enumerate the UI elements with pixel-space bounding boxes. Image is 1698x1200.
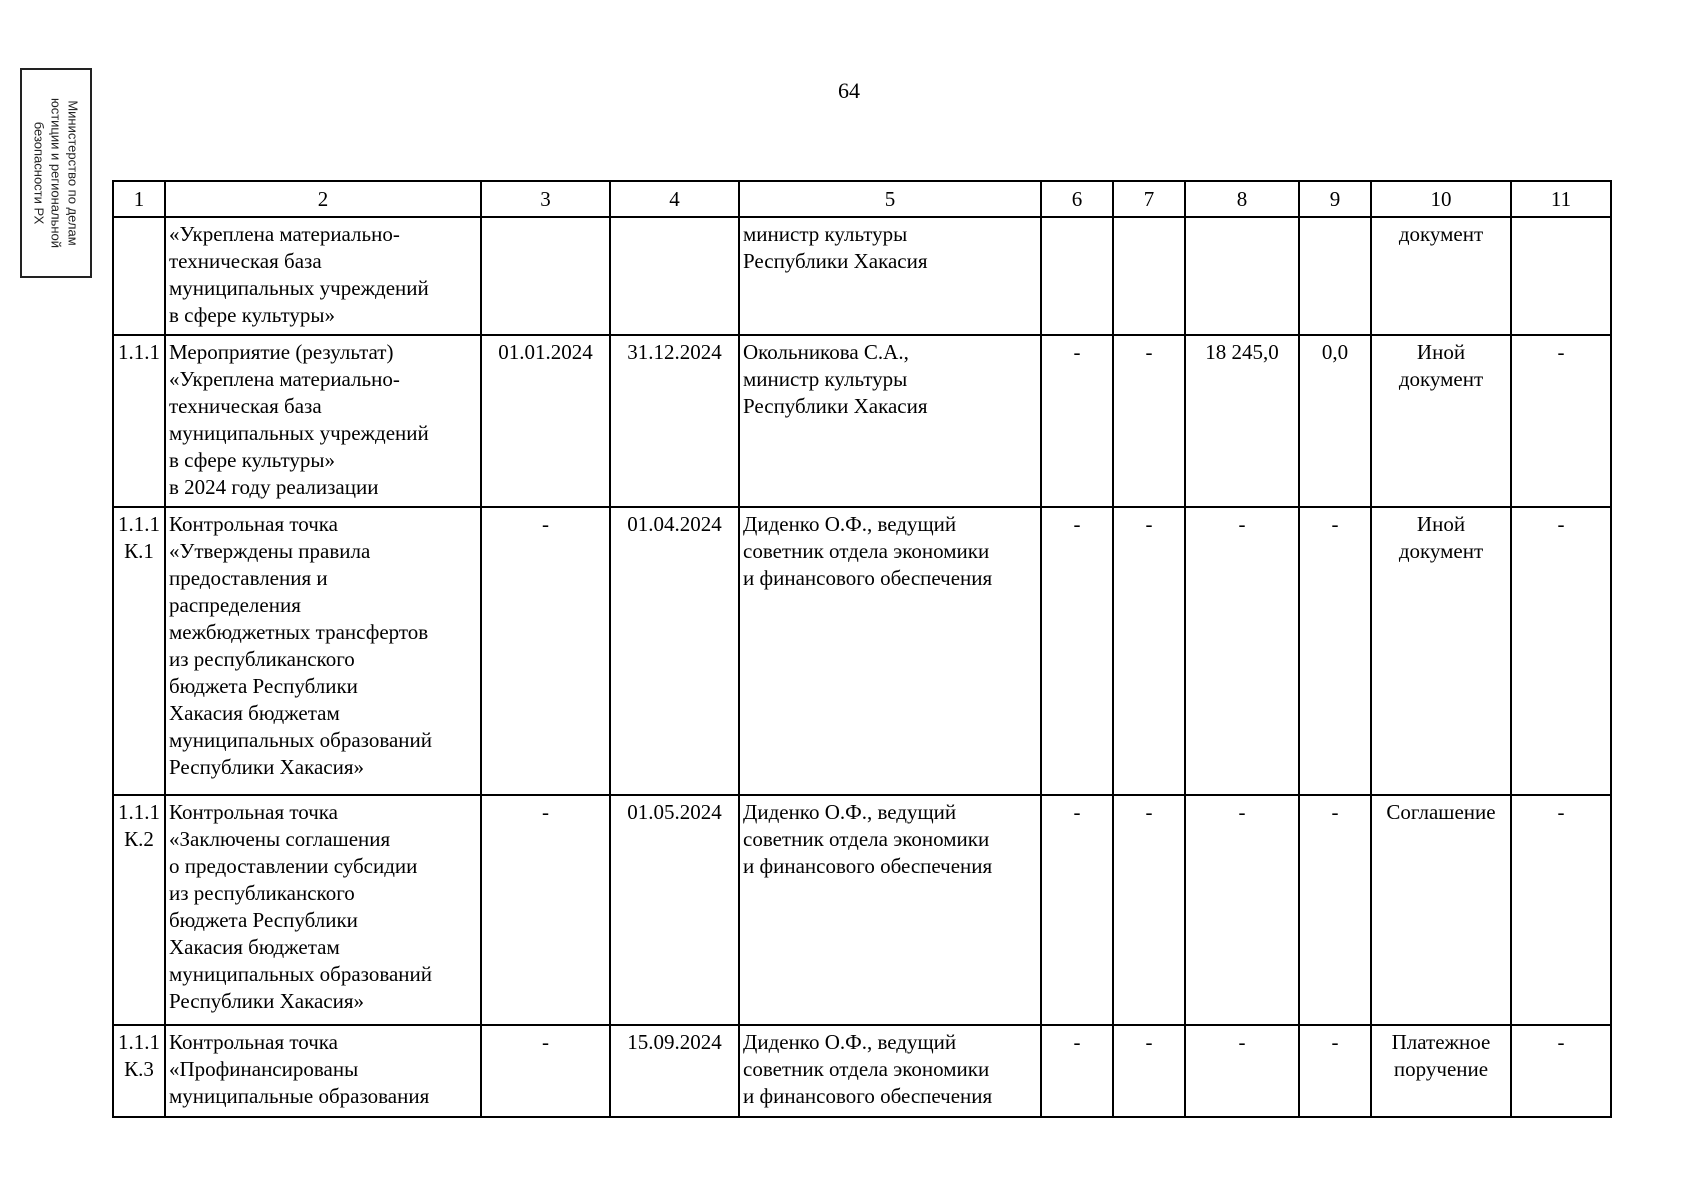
col9-cell — [1299, 217, 1371, 335]
header-cell: 8 — [1185, 181, 1299, 217]
table-row — [113, 335, 1611, 507]
table-row — [113, 1025, 1611, 1117]
end-date-cell: 01.05.2024 — [610, 795, 739, 1025]
col6-cell: - — [1041, 507, 1113, 795]
col9-cell: 0,0 — [1299, 335, 1371, 507]
document-type-cell: документ — [1371, 217, 1511, 335]
stamp-line: юстиции и региональной — [48, 97, 64, 249]
col11-cell: - — [1511, 1025, 1611, 1117]
header-cell: 10 — [1371, 181, 1511, 217]
stamp-line: Министерство по делам — [65, 100, 81, 246]
header-cell: 6 — [1041, 181, 1113, 217]
header-cell: 11 — [1511, 181, 1611, 217]
responsible-cell: Диденко О.Ф., ведущий советник отдела экономики и финансового обеспечения — [739, 1025, 1041, 1117]
responsible-cell: министр культуры Республики Хакасия — [739, 217, 1041, 335]
col11-cell: - — [1511, 335, 1611, 507]
col7-cell: - — [1113, 507, 1185, 795]
col6-cell: - — [1041, 795, 1113, 1025]
header-row — [113, 181, 1611, 217]
amount-cell — [1185, 217, 1299, 335]
col6-cell: - — [1041, 335, 1113, 507]
document-type-cell: Иной документ — [1371, 335, 1511, 507]
col9-cell: - — [1299, 1025, 1371, 1117]
row-number-cell — [113, 217, 165, 335]
table-row — [113, 507, 1611, 795]
row-number-cell: 1.1.1 К.3 — [113, 1025, 165, 1117]
page-number: 64 — [838, 78, 860, 103]
start-date-cell — [481, 217, 610, 335]
document-type-cell: Платежное поручение — [1371, 1025, 1511, 1117]
col11-cell: - — [1511, 795, 1611, 1025]
name-cell: Контрольная точка «Заключены соглашения о предоставлении субсидии из республиканского бюджета Республики Хакасия бюджетам муниципальных образований Республики Хакасия» — [165, 795, 481, 1025]
amount-cell: 18 245,0 — [1185, 335, 1299, 507]
table-row — [113, 217, 1611, 335]
col7-cell: - — [1113, 335, 1185, 507]
amount-cell: - — [1185, 1025, 1299, 1117]
header-cell: 3 — [481, 181, 610, 217]
col7-cell: - — [1113, 795, 1185, 1025]
row-number-cell: 1.1.1 — [113, 335, 165, 507]
col11-cell — [1511, 217, 1611, 335]
end-date-cell: 15.09.2024 — [610, 1025, 739, 1117]
col9-cell: - — [1299, 507, 1371, 795]
end-date-cell: 01.04.2024 — [610, 507, 739, 795]
amount-cell: - — [1185, 507, 1299, 795]
table-row — [113, 795, 1611, 1025]
start-date-cell: - — [481, 1025, 610, 1117]
header-cell: 2 — [165, 181, 481, 217]
start-date-cell: - — [481, 795, 610, 1025]
end-date-cell: 31.12.2024 — [610, 335, 739, 507]
stamp-line: безопасности РХ — [31, 121, 47, 225]
end-date-cell — [610, 217, 739, 335]
responsible-cell: Диденко О.Ф., ведущий советник отдела экономики и финансового обеспечения — [739, 507, 1041, 795]
col6-cell: - — [1041, 1025, 1113, 1117]
col11-cell: - — [1511, 507, 1611, 795]
name-cell: Контрольная точка «Утверждены правила предоставления и распределения межбюджетных трансфертов из республиканского бюджета Республики Хакасия бюджетам муниципальных образований Республики Хакасия» — [165, 507, 481, 795]
name-cell: Мероприятие (результат) «Укреплена материально- техническая база муниципальных учреждений в сфере культуры» в 2024 году реализации — [165, 335, 481, 507]
amount-cell: - — [1185, 795, 1299, 1025]
header-cell: 1 — [113, 181, 165, 217]
activities-table — [112, 180, 1612, 1118]
header-cell: 7 — [1113, 181, 1185, 217]
document-type-cell: Иной документ — [1371, 507, 1511, 795]
document-type-cell: Соглашение — [1371, 795, 1511, 1025]
start-date-cell: - — [481, 507, 610, 795]
col9-cell: - — [1299, 795, 1371, 1025]
row-number-cell: 1.1.1 К.1 — [113, 507, 165, 795]
responsible-cell: Окольникова С.А., министр культуры Республики Хакасия — [739, 335, 1041, 507]
header-cell: 4 — [610, 181, 739, 217]
responsible-cell: Диденко О.Ф., ведущий советник отдела экономики и финансового обеспечения — [739, 795, 1041, 1025]
col6-cell — [1041, 217, 1113, 335]
header-cell: 5 — [739, 181, 1041, 217]
header-cell: 9 — [1299, 181, 1371, 217]
col7-cell: - — [1113, 1025, 1185, 1117]
col7-cell — [1113, 217, 1185, 335]
row-number-cell: 1.1.1 К.2 — [113, 795, 165, 1025]
start-date-cell: 01.01.2024 — [481, 335, 610, 507]
name-cell: Контрольная точка «Профинансированы муниципальные образования — [165, 1025, 481, 1117]
name-cell: «Укреплена материально- техническая база муниципальных учреждений в сфере культуры» — [165, 217, 481, 335]
registration-stamp — [20, 68, 92, 278]
stamp-text — [31, 71, 82, 275]
